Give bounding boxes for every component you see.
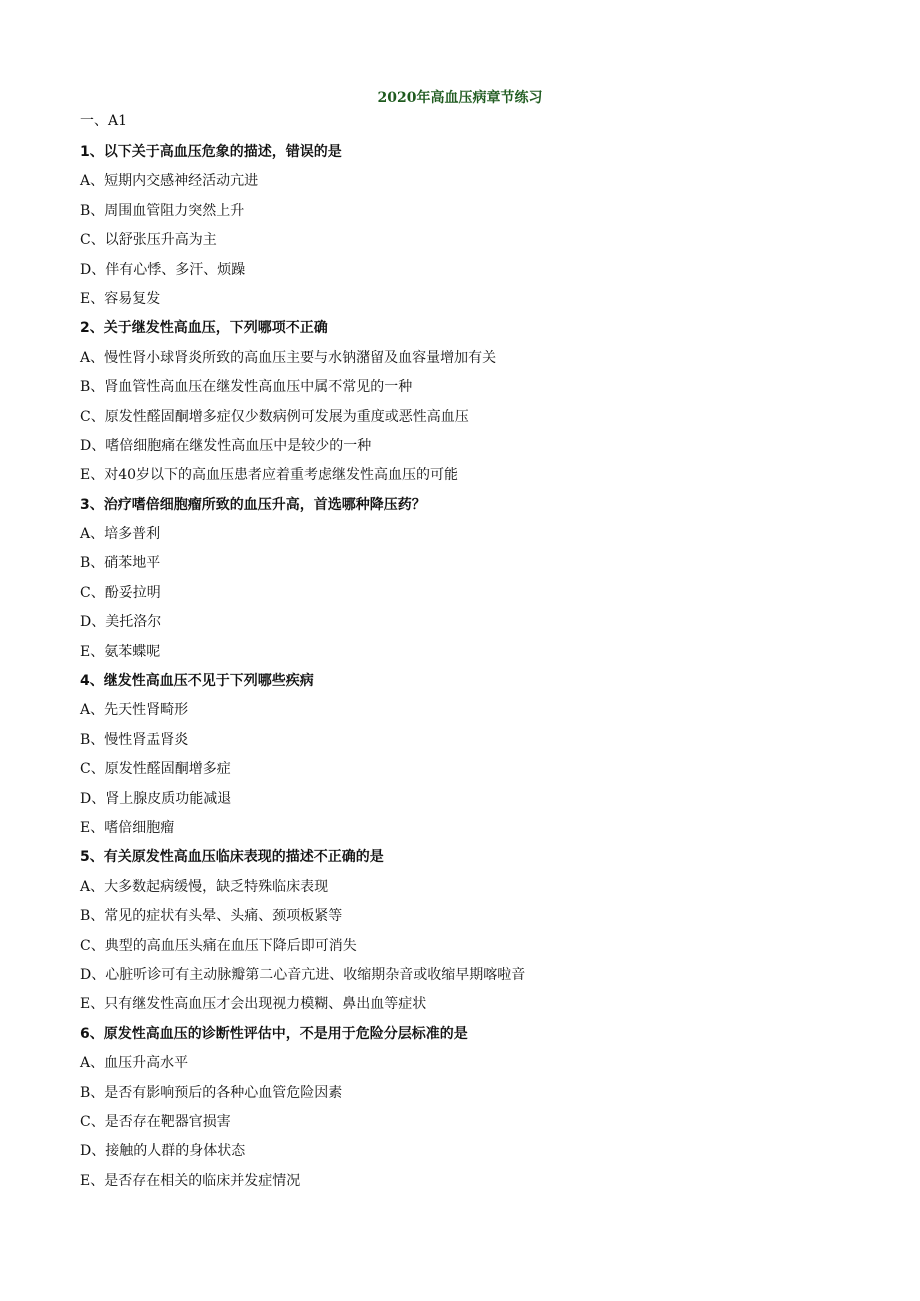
option-b: B、硝苯地平	[80, 555, 161, 572]
option-e: E、是否存在相关的临床并发症情况	[80, 1172, 301, 1189]
option-a: A、先天性肾畸形	[80, 702, 189, 719]
option-d: D、嗜倍细胞痛在继发性高血压中是较少的一种	[80, 437, 372, 454]
option-c: C、典型的高血压头痛在血压下降后即可消失	[80, 937, 357, 954]
option-e: E、对40岁以下的高血压患者应着重考虑继发性高血压的可能	[80, 467, 459, 484]
option-a: A、短期内交感神经活动亢进	[80, 173, 259, 190]
option-e: E、只有继发性高血压才会出现视力模糊、鼻出血等症状	[80, 996, 427, 1013]
option-b: B、常见的症状有头晕、头痛、颈项板紧等	[80, 908, 343, 925]
option-e: E、容易复发	[80, 290, 161, 307]
option-a: A、血压升高水平	[80, 1055, 189, 1072]
option-a: A、大多数起病缓慢，缺乏特殊临床表现	[80, 878, 329, 895]
question-stem: 1、以下关于高血压危象的描述，错误的是	[80, 144, 342, 160]
option-b: B、肾血管性高血压在继发性高血压中属不常见的一种	[80, 379, 413, 396]
option-e: E、嗜倍细胞瘤	[80, 819, 175, 836]
question-stem: 6、原发性高血压的诊断性评估中，不是用于危险分层标准的是	[80, 1025, 468, 1042]
option-b: B、慢性肾盂肾炎	[80, 731, 189, 748]
document-title: 2020年高血压病章节练习	[377, 90, 543, 106]
option-b: B、周围血管阻力突然上升	[80, 202, 245, 219]
option-d: D、肾上腺皮质功能减退	[80, 790, 232, 807]
question-6	[80, 1020, 860, 1196]
option-d: D、心脏听诊可有主动脉瓣第二心音亢进、收缩期杂音或收缩早期喀啦音	[80, 966, 526, 983]
question-stem: 5、有关原发性高血压临床表现的描述不正确的是	[80, 849, 384, 866]
option-c: C、酚妥拉明	[80, 584, 161, 601]
section-heading: 一、A1	[80, 113, 128, 129]
question-stem: 3、治疗嗜倍细胞瘤所致的血压升高，首选哪种降压药？	[80, 496, 426, 513]
question-2	[80, 314, 860, 490]
option-d: D、美托洛尔	[80, 614, 162, 631]
option-c: C、以舒张压升高为主	[80, 232, 217, 249]
option-a: A、慢性肾小球肾炎所致的高血压主要与水钠潴留及血容量增加有关	[80, 349, 497, 366]
question-stem: 4、继发性高血压不见于下列哪些疾病	[80, 673, 314, 690]
question-1	[80, 138, 860, 314]
question-list	[80, 138, 860, 1196]
question-3	[80, 491, 860, 667]
question-5	[80, 843, 860, 1019]
question-stem: 2、关于继发性高血压，下列哪项不正确	[80, 320, 328, 337]
option-c: C、原发性醛固酮增多症仅少数病例可发展为重度或恶性高血压	[80, 408, 469, 425]
option-d: D、接触的人群的身体状态	[80, 1143, 246, 1160]
question-4	[80, 667, 860, 843]
option-a: A、培多普利	[80, 526, 161, 543]
option-d: D、伴有心悸、多汗、烦躁	[80, 261, 246, 278]
option-b: B、是否有影响预后的各种心血管危险因素	[80, 1084, 343, 1101]
option-c: C、原发性醛固酮增多症	[80, 761, 231, 778]
option-e: E、氨苯蝶呢	[80, 643, 161, 660]
option-c: C、是否存在靶器官损害	[80, 1113, 231, 1130]
